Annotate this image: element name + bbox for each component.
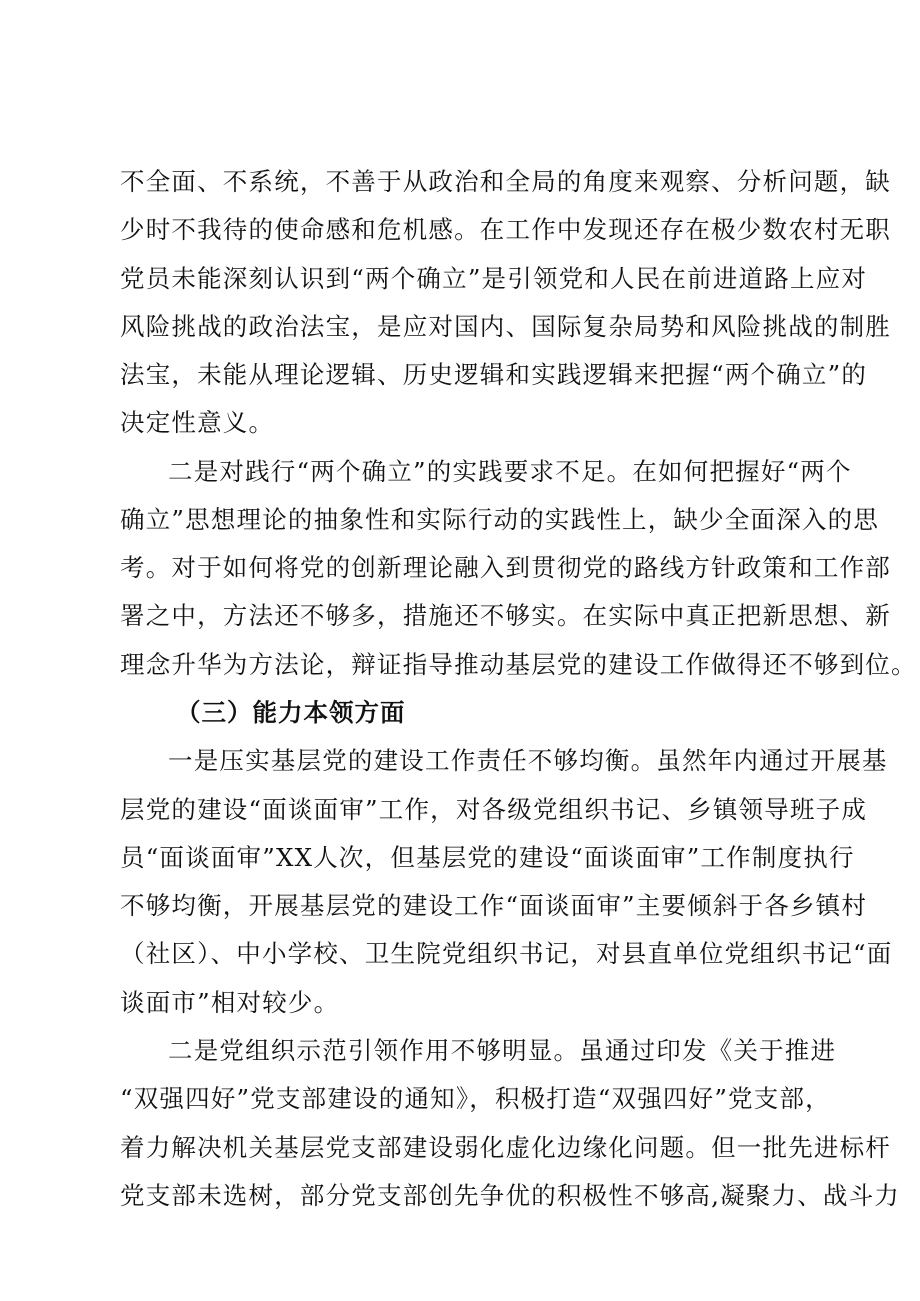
paragraph-1-line-5: 法宝，未能从理论逻辑、历史逻辑和实践逻辑来把握“两个确立”的 xyxy=(120,360,868,389)
paragraph-1-line-6: 决定性意义。 xyxy=(120,408,275,437)
paragraph-4-line-1: 二是党组织示范引领作用不够明显。虽通过印发《关于推进 xyxy=(168,1036,837,1065)
paragraph-4-line-4: 党支部未选树，部分党支部创先争优的积极性不够高,凝聚力、战斗力 xyxy=(120,1181,900,1210)
paragraph-2-line-4: 署之中，方法还不够多，措施还不够实。在实际中真正把新思想、新 xyxy=(120,601,891,630)
paragraph-2-line-3: 考。对于如何将党的创新理论融入到贯彻党的路线方针政策和工作部 xyxy=(120,553,891,582)
paragraph-1-line-2: 少时不我待的使命感和危机感。在工作中发现还存在极少数农村无职 xyxy=(120,215,891,244)
paragraph-3-line-3: 员“面谈面审”XX人次，但基层党的建设“面谈面审”工作制度执行 xyxy=(120,843,855,872)
paragraph-2-line-2: 确立”思想理论的抽象性和实际行动的实践性上，缺少全面深入的思 xyxy=(120,505,880,534)
paragraph-2-line-1: 二是对践行“两个确立”的实践要求不足。在如何把握好“两个 xyxy=(168,457,852,486)
paragraph-3-line-1: 一是压实基层党的建设工作责任不够均衡。虽然年内通过开展基 xyxy=(168,746,888,775)
paragraph-1-line-3: 党员未能深刻认识到“两个确立”是引领党和人民在前进道路上应对 xyxy=(120,264,868,293)
paragraph-4-line-2: “双强四好”党支部建设的通知》，积极打造“双强四好”党支部， xyxy=(120,1084,831,1113)
paragraph-2-line-5: 理念升华为方法论，辩证指导推动基层党的建设工作做得还不够到位。 xyxy=(120,650,917,679)
section-heading: （三）能力本领方面 xyxy=(176,698,406,727)
paragraph-1-line-1: 不全面、不系统，不善于从政治和全局的角度来观察、分析问题，缺 xyxy=(120,167,891,196)
paragraph-3-line-4: 不够均衡，开展基层党的建设工作“面谈面审”主要倾斜于各乡镇村 xyxy=(120,891,868,920)
paragraph-4-line-3: 着力解决机关基层党支部建设弱化虚化边缘化问题。但一批先进标杆 xyxy=(120,1133,891,1162)
paragraph-3-line-2: 层党的建设“面谈面审”工作，对各级党组织书记、乡镇领导班子成 xyxy=(120,795,868,824)
paragraph-3-line-6: 谈面市”相对较少。 xyxy=(120,988,340,1017)
paragraph-1-line-4: 风险挑战的政治法宝，是应对国内、国际复杂局势和风险挑战的制胜 xyxy=(120,312,891,341)
paragraph-3-line-5: （社区）、中小学校、卫生院党组织书记，对县直单位党组织书记“面 xyxy=(120,939,893,968)
